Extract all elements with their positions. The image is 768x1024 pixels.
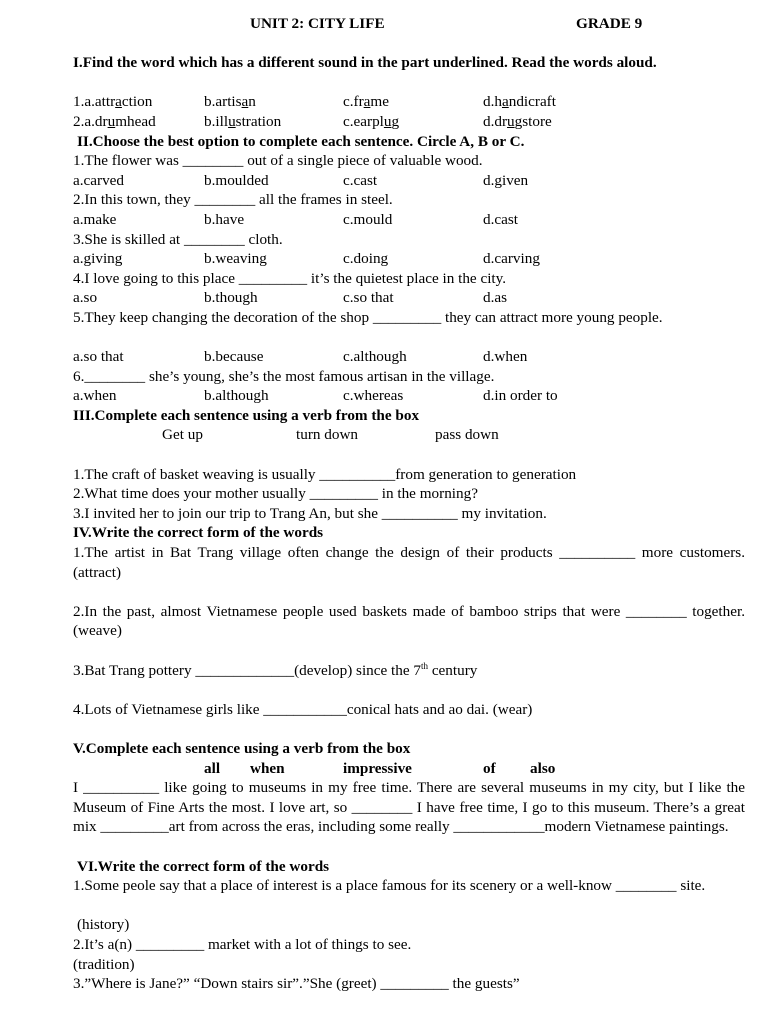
s1-option: c.earplug: [343, 112, 400, 130]
option-a: a.so: [73, 289, 98, 307]
s2-options: [73, 386, 745, 406]
s3-question: 2.What time does your mother usually _________ in the morning?: [73, 485, 478, 503]
s4-question: 1.The artist in Bat Trang village often change the design of their products __________ more customers. (attract): [73, 544, 745, 581]
unit-title: UNIT 2: CITY LIFE: [250, 15, 385, 32]
option-c: c.so that: [343, 289, 394, 307]
option-b: b.although: [204, 387, 269, 405]
option-b: b.because: [204, 348, 264, 366]
option-a: a.giving: [73, 250, 123, 268]
box-word: all: [204, 759, 221, 777]
s5-paragraph: I __________ like going to museums in my free time. There are several museums in my city, but I like the Museum of Fine Arts the most. I love art, so ________ I have free time, I go to this museum. There’s a great mix _________art from across the eras, including some really ____________modern Vietnamese paintings.: [73, 779, 745, 836]
option-a: a.so that: [73, 348, 124, 366]
s1-row-1: [73, 92, 745, 112]
option-a: a.carved: [73, 171, 125, 189]
s2-options: [73, 210, 745, 230]
s6-hint: (tradition): [73, 955, 135, 973]
s1-option: d.drugstore: [483, 112, 552, 130]
s2-question: 5.They keep changing the decoration of the shop _________ they can attract more young people.: [73, 308, 663, 326]
s1-option: 2.a.drumhead: [73, 112, 156, 130]
section-3-heading: III.Complete each sentence using a verb from the box: [73, 406, 420, 424]
header: [73, 14, 745, 34]
option-a: a.make: [73, 210, 117, 228]
s1-option: c.frame: [343, 93, 389, 111]
s5-word-box: [73, 759, 745, 779]
s4-question: 3.Bat Trang pottery _____________(develop) since the 7th century: [73, 660, 478, 679]
s2-question: 4.I love going to this place _________ it’s the quietest place in the city.: [73, 269, 507, 287]
box-word: pass down: [435, 426, 499, 444]
option-a: a.when: [73, 387, 117, 405]
box-word: impressive: [343, 759, 412, 777]
s3-question: 3.I invited her to join our trip to Trang An, but she __________ my invitation.: [73, 504, 547, 522]
grade-label: GRADE 9: [576, 15, 643, 32]
section-1-heading: I.Find the word which has a different sound in the part underlined. Read the words aloud.: [73, 54, 657, 72]
s6-question: 3.”Where is Jane?” “Down stairs sir”.”She (greet) _________ the guests”: [73, 975, 520, 993]
option-c: c.cast: [343, 171, 378, 189]
s3-word-box: [73, 425, 745, 445]
option-b: b.weaving: [204, 250, 267, 268]
option-d: d.as: [483, 289, 508, 307]
s2-question: 1.The flower was ________ out of a single piece of valuable wood.: [73, 152, 483, 170]
s1-option: b.illustration: [204, 112, 282, 130]
s2-options: [73, 171, 745, 191]
option-d: d.carving: [483, 250, 540, 268]
option-c: c.mould: [343, 210, 393, 228]
s2-options: [73, 288, 745, 308]
option-d: d.when: [483, 348, 528, 366]
s6-question: 1.Some peole say that a place of interest is a place famous for its scenery or a well-know ________ site.: [73, 877, 706, 895]
box-word: of: [483, 759, 496, 777]
option-b: b.moulded: [204, 171, 269, 189]
section-2-heading: II.Choose the best option to complete each sentence. Circle A, B or C.: [77, 132, 525, 150]
s2-options: [73, 347, 745, 367]
s2-question: 2.In this town, they ________ all the frames in steel.: [73, 191, 393, 209]
box-word: also: [530, 759, 556, 777]
s6-hint: (history): [77, 916, 130, 934]
s4-question: 4.Lots of Vietnamese girls like ___________conical hats and ao dai. (wear): [73, 700, 533, 718]
section-6-heading: VI.Write the correct form of the words: [77, 857, 330, 875]
s6-question: 2.It’s a(n) _________ market with a lot of things to see.: [73, 935, 412, 953]
s1-option: b.artisan: [204, 93, 256, 111]
option-d: d.in order to: [483, 387, 558, 405]
section-4-heading: IV.Write the correct form of the words: [73, 524, 324, 542]
option-b: b.though: [204, 289, 258, 307]
s4-question: 2.In the past, almost Vietnamese people used baskets made of bamboo strips that were ________ together. (weave): [73, 602, 745, 640]
option-b: b.have: [204, 210, 245, 228]
option-d: d.given: [483, 171, 529, 189]
option-c: c.although: [343, 348, 407, 366]
s1-option: 1.a.attraction: [73, 93, 153, 111]
s3-question: 1.The craft of basket weaving is usually __________from generation to generation: [73, 465, 577, 483]
section-5-heading: V.Complete each sentence using a verb from the box: [73, 739, 411, 757]
box-word: turn down: [296, 426, 359, 444]
s2-question: 6.________ she’s young, she’s the most famous artisan in the village.: [73, 367, 495, 385]
worksheet: [73, 14, 745, 994]
box-word: when: [250, 759, 285, 777]
s1-option: d.handicraft: [483, 93, 556, 111]
s2-question: 3.She is skilled at ________ cloth.: [73, 230, 283, 248]
s2-options: [73, 249, 745, 269]
s1-row-2: [73, 112, 745, 132]
box-word: Get up: [162, 426, 203, 444]
option-d: d.cast: [483, 210, 519, 228]
option-c: c.whereas: [343, 387, 404, 405]
option-c: c.doing: [343, 250, 389, 268]
